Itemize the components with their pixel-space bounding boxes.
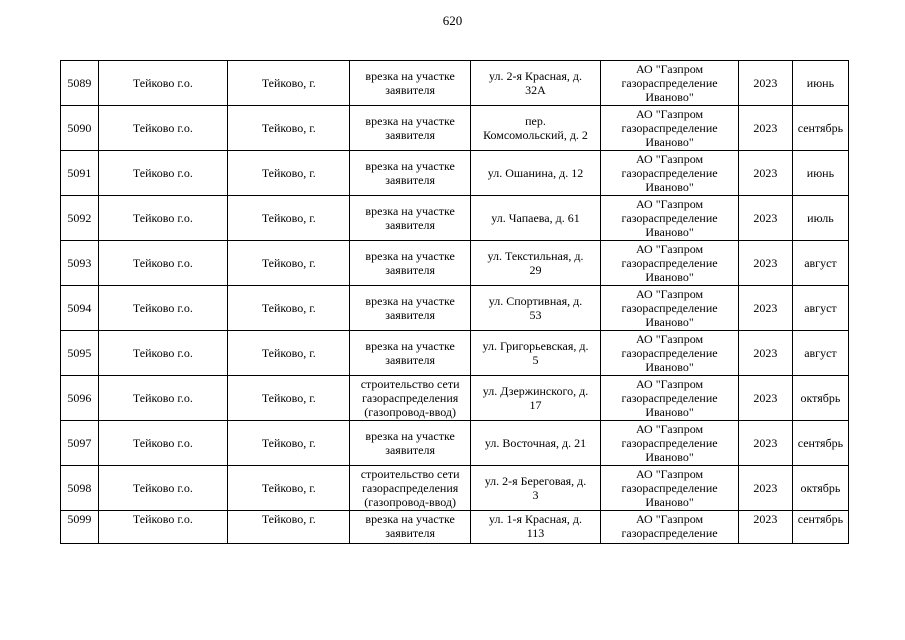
work-type-cell: врезка на участке заявителя (350, 286, 470, 331)
address-cell: ул. Текстильная, д. 29 (470, 241, 600, 286)
organization-cell: АО "Газпром газораспределение (601, 511, 739, 544)
municipality-cell: Тейково г.о. (98, 376, 227, 421)
locality-cell: Тейково, г. (228, 421, 350, 466)
address-cell: ул. 1-я Красная, д. 113 (470, 511, 600, 544)
organization-cell: АО "Газпром газораспределение Иваново" (601, 241, 739, 286)
address-cell: ул. Григорьевская, д. 5 (470, 331, 600, 376)
organization-cell: АО "Газпром газораспределение Иваново" (601, 106, 739, 151)
address-cell: пер. Комсомольский, д. 2 (470, 106, 600, 151)
table-row (61, 466, 849, 511)
month-cell: июнь (792, 151, 848, 196)
row-number-cell: 5097 (61, 421, 99, 466)
organization-cell: АО "Газпром газораспределение Иваново" (601, 421, 739, 466)
locality-cell: Тейково, г. (228, 151, 350, 196)
municipality-cell: Тейково г.о. (98, 511, 227, 544)
work-type-cell: врезка на участке заявителя (350, 331, 470, 376)
municipality-cell: Тейково г.о. (98, 241, 227, 286)
organization-cell: АО "Газпром газораспределение Иваново" (601, 151, 739, 196)
table-row (61, 106, 849, 151)
address-cell: ул. 2-я Красная, д. 32А (470, 61, 600, 106)
row-number-cell: 5092 (61, 196, 99, 241)
locality-cell: Тейково, г. (228, 241, 350, 286)
month-cell: август (792, 331, 848, 376)
organization-cell: АО "Газпром газораспределение Иваново" (601, 331, 739, 376)
address-cell: ул. Восточная, д. 21 (470, 421, 600, 466)
locality-cell: Тейково, г. (228, 106, 350, 151)
table-row (61, 241, 849, 286)
month-cell: сентябрь (792, 106, 848, 151)
row-number-cell: 5090 (61, 106, 99, 151)
year-cell: 2023 (738, 286, 792, 331)
year-cell: 2023 (738, 466, 792, 511)
address-cell: ул. Чапаева, д. 61 (470, 196, 600, 241)
address-cell: ул. 2-я Береговая, д. 3 (470, 466, 600, 511)
month-cell: октябрь (792, 466, 848, 511)
municipality-cell: Тейково г.о. (98, 286, 227, 331)
address-cell: ул. Спортивная, д. 53 (470, 286, 600, 331)
month-cell: июль (792, 196, 848, 241)
municipality-cell: Тейково г.о. (98, 196, 227, 241)
table-row (61, 196, 849, 241)
work-type-cell: врезка на участке заявителя (350, 106, 470, 151)
month-cell: август (792, 286, 848, 331)
month-cell: август (792, 241, 848, 286)
table-row (61, 286, 849, 331)
work-type-cell: строительство сети газораспределения (газопровод-ввод) (350, 376, 470, 421)
row-number-cell: 5093 (61, 241, 99, 286)
table-row (61, 151, 849, 196)
organization-cell: АО "Газпром газораспределение Иваново" (601, 61, 739, 106)
row-number-cell: 5096 (61, 376, 99, 421)
row-number-cell: 5091 (61, 151, 99, 196)
year-cell: 2023 (738, 106, 792, 151)
year-cell: 2023 (738, 151, 792, 196)
locality-cell: Тейково, г. (228, 466, 350, 511)
month-cell: октябрь (792, 376, 848, 421)
month-cell: июнь (792, 61, 848, 106)
organization-cell: АО "Газпром газораспределение Иваново" (601, 286, 739, 331)
year-cell: 2023 (738, 376, 792, 421)
locality-cell: Тейково, г. (228, 61, 350, 106)
locality-cell: Тейково, г. (228, 331, 350, 376)
table-body (61, 61, 849, 544)
page-number: 620 (442, 13, 463, 28)
work-type-cell: врезка на участке заявителя (350, 61, 470, 106)
locality-cell: Тейково, г. (228, 196, 350, 241)
row-number-cell: 5098 (61, 466, 99, 511)
row-number-cell: 5099 (61, 511, 99, 544)
address-cell: ул. Ошанина, д. 12 (470, 151, 600, 196)
organization-cell: АО "Газпром газораспределение Иваново" (601, 196, 739, 241)
address-cell: ул. Дзержинского, д. 17 (470, 376, 600, 421)
year-cell: 2023 (738, 421, 792, 466)
year-cell: 2023 (738, 511, 792, 544)
year-cell: 2023 (738, 196, 792, 241)
work-type-cell: врезка на участке заявителя (350, 421, 470, 466)
table-row (61, 331, 849, 376)
year-cell: 2023 (738, 241, 792, 286)
organization-cell: АО "Газпром газораспределение Иваново" (601, 376, 739, 421)
municipality-cell: Тейково г.о. (98, 421, 227, 466)
table-row (61, 61, 849, 106)
organization-cell: АО "Газпром газораспределение Иваново" (601, 466, 739, 511)
locality-cell: Тейково, г. (228, 286, 350, 331)
locality-cell: Тейково, г. (228, 511, 350, 544)
month-cell: сентябрь (792, 511, 848, 544)
municipality-cell: Тейково г.о. (98, 331, 227, 376)
work-type-cell: врезка на участке заявителя (350, 241, 470, 286)
gas-connection-table (60, 60, 849, 544)
work-type-cell: врезка на участке заявителя (350, 196, 470, 241)
month-cell: сентябрь (792, 421, 848, 466)
year-cell: 2023 (738, 331, 792, 376)
work-type-cell: строительство сети газораспределения (газопровод-ввод) (350, 466, 470, 511)
locality-cell: Тейково, г. (228, 376, 350, 421)
table-row (61, 511, 849, 544)
row-number-cell: 5094 (61, 286, 99, 331)
table-row (61, 376, 849, 421)
work-type-cell: врезка на участке заявителя (350, 511, 470, 544)
municipality-cell: Тейково г.о. (98, 61, 227, 106)
table-row (61, 421, 849, 466)
municipality-cell: Тейково г.о. (98, 106, 227, 151)
row-number-cell: 5095 (61, 331, 99, 376)
row-number-cell: 5089 (61, 61, 99, 106)
municipality-cell: Тейково г.о. (98, 151, 227, 196)
year-cell: 2023 (738, 61, 792, 106)
municipality-cell: Тейково г.о. (98, 466, 227, 511)
work-type-cell: врезка на участке заявителя (350, 151, 470, 196)
